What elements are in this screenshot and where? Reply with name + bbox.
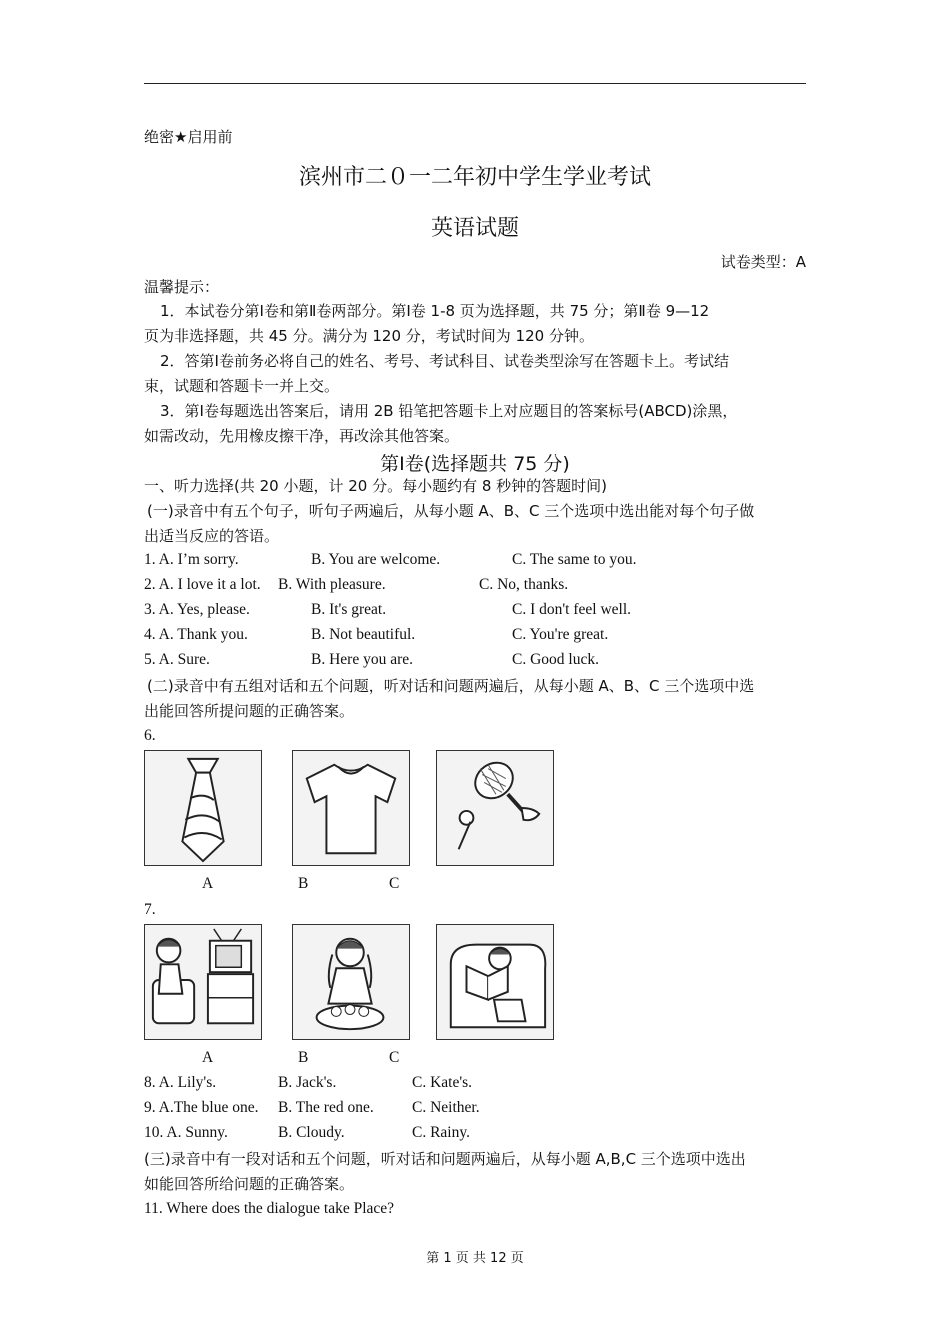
option-a: 1. A. I’m sorry. (144, 551, 239, 568)
girl-reading-picture (436, 924, 554, 1040)
subject-title: 英语试题 (430, 216, 519, 241)
option-a: 2. A. I love it a lot. (144, 576, 261, 593)
note-1-line-2: 页为非选择题，共 45 分。满分为 120 分，考试时间为 120 分钟。 (144, 327, 594, 345)
part-1-title: 一、听力选择(共 20 小题，计 20 分。每小题约有 8 秒钟的答题时间) (144, 477, 608, 495)
question-4 (144, 626, 784, 648)
sub-2-line-2: 出能回答所提问题的正确答案。 (144, 702, 355, 720)
option-c: C. Neither. (412, 1099, 480, 1116)
question-6-number: 6. (144, 727, 156, 744)
notes-heading: 温馨提示： (144, 278, 220, 296)
sub-2-line-1: (二)录音中有五组对话和五个问题，听对话和问题两遍后，从每小题 A、B、C 三个选项中选 (147, 677, 755, 695)
question-5 (144, 651, 784, 673)
paper-type: 试卷类型：A (720, 253, 806, 271)
option-b: B. Jack's. (278, 1074, 337, 1091)
option-a: 8. A. Lily's. (144, 1074, 217, 1091)
q7-label-a: A (202, 1049, 214, 1066)
note-2-line-2: 束，试题和答题卡一并上交。 (144, 377, 340, 395)
question-2 (144, 576, 784, 598)
question-3 (144, 601, 784, 623)
q7-label-c: C (389, 1049, 400, 1066)
sub-1-line-1: (一)录音中有五个句子，听句子两遍后，从每小题 A、B、C 三个选项中选出能对每个句子做 (147, 502, 755, 520)
note-3-line-1: 3．第Ⅰ卷每题选出答案后，请用 2B 铅笔把答题卡上对应题目的答案标号(ABCD)涂黑， (160, 402, 738, 420)
option-c: C. The same to you. (512, 551, 637, 568)
option-b: B. Not beautiful. (311, 626, 416, 643)
option-c: C. I don't feel well. (512, 601, 632, 618)
tie-picture (144, 750, 262, 866)
tennis-picture (436, 750, 554, 866)
note-1-line-1: 1．本试卷分第Ⅰ卷和第Ⅱ卷两部分。第Ⅰ卷 1-8 页为选择题，共 75 分；第Ⅱ卷 9—12 (160, 302, 710, 320)
note-2-line-1: 2．答第Ⅰ卷前务必将自己的姓名、考号、考试科目、试卷类型涂写在答题卡上。考试结 (160, 352, 729, 370)
question-8 (144, 1074, 784, 1096)
question-1 (144, 551, 784, 573)
option-c: C. Kate's. (412, 1074, 473, 1091)
note-3-line-2: 如需改动，先用橡皮擦干净，再改涂其他答案。 (144, 427, 460, 445)
exam-title: 滨州市二０一二年初中学生学业考试 (298, 165, 651, 190)
tshirt-picture (292, 750, 410, 866)
header-rule (144, 83, 806, 84)
option-a: 5. A. Sure. (144, 651, 210, 668)
option-b: B. It's great. (311, 601, 387, 618)
option-a: 10. A. Sunny. (144, 1124, 228, 1141)
option-b: B. The red one. (278, 1099, 374, 1116)
girl-watching-tv-picture (144, 924, 262, 1040)
sub-1-line-2: 出适当反应的答语。 (144, 527, 280, 545)
question-11: 11. Where does the dialogue take Place? (144, 1200, 395, 1217)
sub-3-line-2: 如能回答所给问题的正确答案。 (144, 1175, 355, 1193)
option-c: C. You're great. (512, 626, 609, 643)
question-7-number: 7. (144, 901, 156, 918)
option-a: 4. A. Thank you. (144, 626, 248, 643)
q7-label-b: B (298, 1049, 309, 1066)
option-b: B. Cloudy. (278, 1124, 345, 1141)
option-c: C. Good luck. (512, 651, 599, 668)
option-a: 9. A.The blue one. (144, 1099, 259, 1116)
q6-label-a: A (202, 875, 214, 892)
girl-washing-picture (292, 924, 410, 1040)
option-a: 3. A. Yes, please. (144, 601, 250, 618)
option-b: B. Here you are. (311, 651, 413, 668)
q6-label-b: B (298, 875, 309, 892)
sub-3-line-1: (三)录音中有一段对话和五个问题，听对话和问题两遍后，从每小题 A,B,C 三个选项中选出 (144, 1150, 746, 1168)
option-b: B. With pleasure. (278, 576, 386, 593)
question-9 (144, 1099, 784, 1121)
option-c: C. Rainy. (412, 1124, 470, 1141)
option-b: B. You are welcome. (311, 551, 441, 568)
section-1-title: 第Ⅰ卷(选择题共 75 分) (380, 453, 570, 475)
question-10 (144, 1124, 784, 1146)
q6-label-c: C (389, 875, 400, 892)
page-footer: 第 1 页 共 12 页 (426, 1251, 524, 1266)
option-c: C. No, thanks. (479, 576, 569, 593)
confidential-label: 绝密★启用前 (144, 128, 233, 146)
